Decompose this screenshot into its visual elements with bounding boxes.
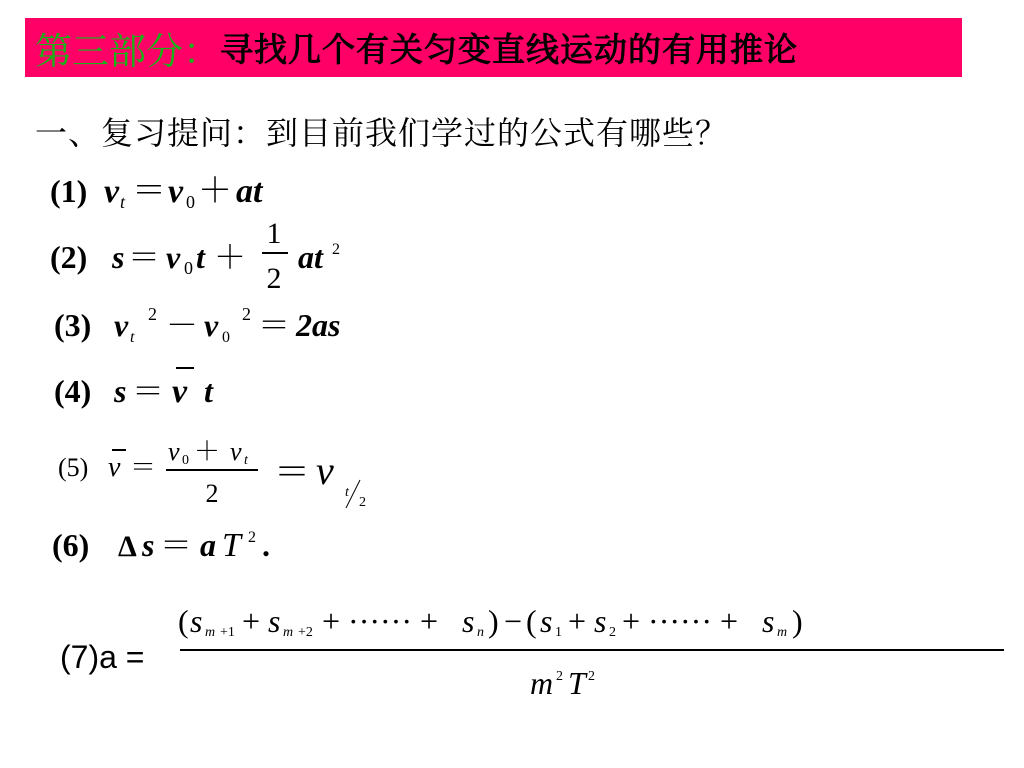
svg-text:T: T <box>568 665 586 701</box>
title-topic: 寻找几个有关匀变直线运动的有用推论 <box>220 30 798 69</box>
svg-text:＝: ＝ <box>274 452 311 492</box>
formula-4 <box>54 368 214 410</box>
svg-text:m: m <box>283 625 294 640</box>
svg-text:s: s <box>112 239 125 275</box>
svg-text:2: 2 <box>588 669 595 684</box>
svg-text:0: 0 <box>186 192 195 212</box>
svg-text:v: v <box>114 307 129 343</box>
svg-text:＝: ＝ <box>130 453 157 482</box>
svg-text:＝: ＝ <box>258 307 291 343</box>
svg-text:+: + <box>568 603 587 639</box>
svg-text:t: t <box>345 485 349 500</box>
svg-text:s: s <box>268 603 281 639</box>
svg-text:－: － <box>166 307 199 343</box>
svg-text:v: v <box>104 173 120 210</box>
svg-text:＋: ＋ <box>194 437 221 466</box>
svg-text:(: ( <box>526 603 537 639</box>
svg-text:+: + <box>242 603 261 639</box>
formula-6-label: (6) <box>52 527 90 563</box>
svg-text:at: at <box>236 173 263 210</box>
svg-text:+ ······ +: + ······ + <box>322 603 439 639</box>
svg-text:−: − <box>504 603 523 639</box>
svg-text:v: v <box>172 373 188 410</box>
svg-text:v: v <box>168 437 180 466</box>
svg-text:1: 1 <box>266 217 282 250</box>
svg-text:2: 2 <box>242 304 251 324</box>
formula-7-label: (7)a = <box>60 639 145 675</box>
svg-text:s: s <box>114 373 127 409</box>
svg-text:2: 2 <box>609 625 616 640</box>
svg-text:＝: ＝ <box>128 239 161 275</box>
svg-text:+1: +1 <box>220 625 235 640</box>
svg-text:2: 2 <box>359 495 366 510</box>
svg-text:2: 2 <box>556 669 563 684</box>
formula-4-label: (4) <box>54 373 92 409</box>
svg-text:+ ······ +: + ······ + <box>622 603 739 639</box>
svg-text:v: v <box>168 173 184 210</box>
svg-text:2: 2 <box>248 529 256 546</box>
svg-text:n: n <box>477 625 484 640</box>
svg-text:+2: +2 <box>298 625 313 640</box>
review-question: 一、复习提问：到目前我们学过的公式有哪些？ <box>35 114 729 152</box>
svg-text:v: v <box>316 448 334 493</box>
svg-text:0: 0 <box>182 453 189 468</box>
svg-text:t: t <box>244 453 248 468</box>
svg-text:0: 0 <box>222 329 230 346</box>
formula-5 <box>58 437 366 510</box>
svg-text:2: 2 <box>332 241 340 258</box>
svg-text:0: 0 <box>184 258 193 278</box>
formula-7 <box>60 603 1004 701</box>
svg-text:): ) <box>488 603 499 639</box>
svg-text:＝: ＝ <box>160 527 193 563</box>
svg-text:Δ: Δ <box>118 530 137 563</box>
svg-text:v: v <box>166 239 181 275</box>
formula-5-label: (5) <box>58 453 89 482</box>
svg-text:.: . <box>262 527 270 563</box>
svg-text:2: 2 <box>266 262 282 295</box>
svg-text:s: s <box>594 603 607 639</box>
svg-text:): ) <box>792 603 803 639</box>
formula-6 <box>52 527 270 564</box>
svg-text:2: 2 <box>148 304 157 324</box>
svg-text:s: s <box>762 603 775 639</box>
svg-text:s: s <box>540 603 553 639</box>
svg-text:2: 2 <box>205 479 219 508</box>
svg-text:m: m <box>205 625 216 640</box>
formula-2 <box>50 217 340 295</box>
svg-text:＋: ＋ <box>214 239 247 275</box>
svg-text:s: s <box>142 527 155 563</box>
formula-1-label: (1) <box>50 173 88 209</box>
svg-text:t: t <box>196 239 205 275</box>
svg-text:v: v <box>204 307 219 343</box>
svg-text:t: t <box>204 373 213 409</box>
formula-3-label: (3) <box>54 307 92 343</box>
svg-text:a: a <box>200 527 216 563</box>
svg-text:t: t <box>130 329 135 346</box>
svg-text:v: v <box>108 452 121 483</box>
svg-text:＝: ＝ <box>132 373 165 409</box>
svg-text:1: 1 <box>555 625 562 640</box>
svg-text:v: v <box>230 437 242 466</box>
svg-text:at: at <box>298 239 323 275</box>
svg-text:m: m <box>530 665 554 701</box>
title-part: 第三部分： <box>35 29 220 73</box>
svg-text:＝: ＝ <box>132 173 166 210</box>
svg-text:T: T <box>222 527 241 564</box>
svg-text:＋: ＋ <box>198 173 232 210</box>
svg-text:t: t <box>120 192 126 212</box>
svg-text:m: m <box>777 625 788 640</box>
formula-3 <box>54 304 340 346</box>
svg-text:2as: 2as <box>296 307 341 343</box>
svg-text:s: s <box>462 603 475 639</box>
formula-2-label: (2) <box>50 239 88 275</box>
svg-text:s: s <box>190 603 203 639</box>
svg-text:(: ( <box>178 603 189 639</box>
formula-1 <box>50 173 264 212</box>
